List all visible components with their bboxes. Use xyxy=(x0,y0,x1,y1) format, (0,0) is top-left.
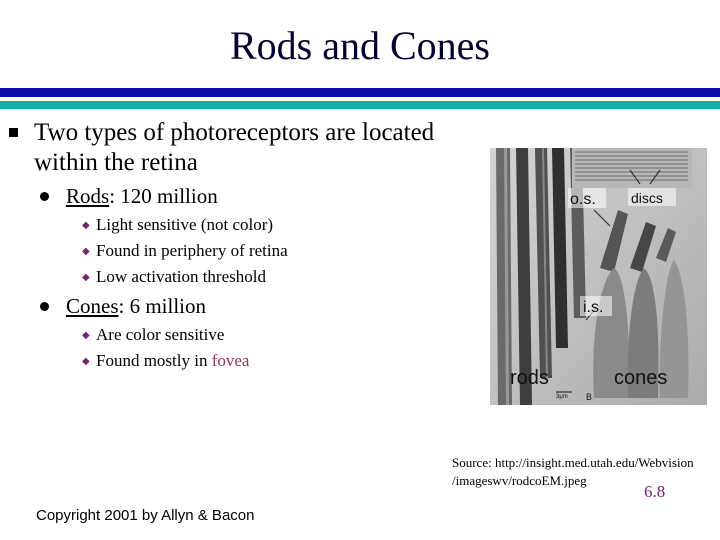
title-divider-blue xyxy=(0,88,720,97)
cones-heading xyxy=(66,294,206,319)
os-label: o.s. xyxy=(570,191,596,208)
fovea-highlight: fovea xyxy=(211,351,250,370)
discs-label: discs xyxy=(631,190,663,206)
diamond-bullet-icon: ◆ xyxy=(82,246,90,257)
cones-label: Cones xyxy=(66,294,119,318)
panel-letter: B xyxy=(586,392,593,402)
copyright-notice: Copyright 2001 by Allyn & Bacon xyxy=(36,507,255,524)
main-bullet-text: Two types of photoreceptors are located within the retina xyxy=(34,119,435,176)
title-divider-teal xyxy=(0,101,720,109)
round-bullet-icon xyxy=(40,192,49,201)
cones-item-2 xyxy=(96,351,249,371)
diamond-bullet-icon: ◆ xyxy=(82,220,90,231)
diamond-bullet-icon: ◆ xyxy=(82,330,90,341)
rods-figure-label: rods xyxy=(510,367,549,389)
scale-bar-label: 3μm xyxy=(556,394,568,400)
diamond-bullet-icon: ◆ xyxy=(82,356,90,367)
rods-count: : 120 million xyxy=(109,184,218,208)
square-bullet-icon xyxy=(9,128,18,137)
cones-figure-label: cones xyxy=(614,367,668,389)
rods-item-1: Light sensitive (not color) xyxy=(96,215,274,234)
rods-heading xyxy=(66,184,218,209)
rods-item-2: Found in periphery of retina xyxy=(96,241,288,260)
round-bullet-icon xyxy=(40,302,49,311)
cones-count: : 6 million xyxy=(118,294,207,318)
cones-item-1: Are color sensitive xyxy=(96,325,225,344)
rods-label: Rods xyxy=(66,184,110,208)
photoreceptor-micrograph xyxy=(490,148,707,405)
slide-title: Rods and Cones xyxy=(230,23,490,68)
is-label: i.s. xyxy=(583,299,604,316)
rods-item-3: Low activation threshold xyxy=(96,267,266,286)
image-source-credit: Source: http://insight.med.utah.edu/Webvision /imageswv/rodcoEM.jpeg xyxy=(452,455,694,488)
slide-number: 6.8 xyxy=(644,482,666,501)
diamond-bullet-icon: ◆ xyxy=(82,272,90,283)
cones-item-2-text: Found mostly in xyxy=(96,351,212,370)
